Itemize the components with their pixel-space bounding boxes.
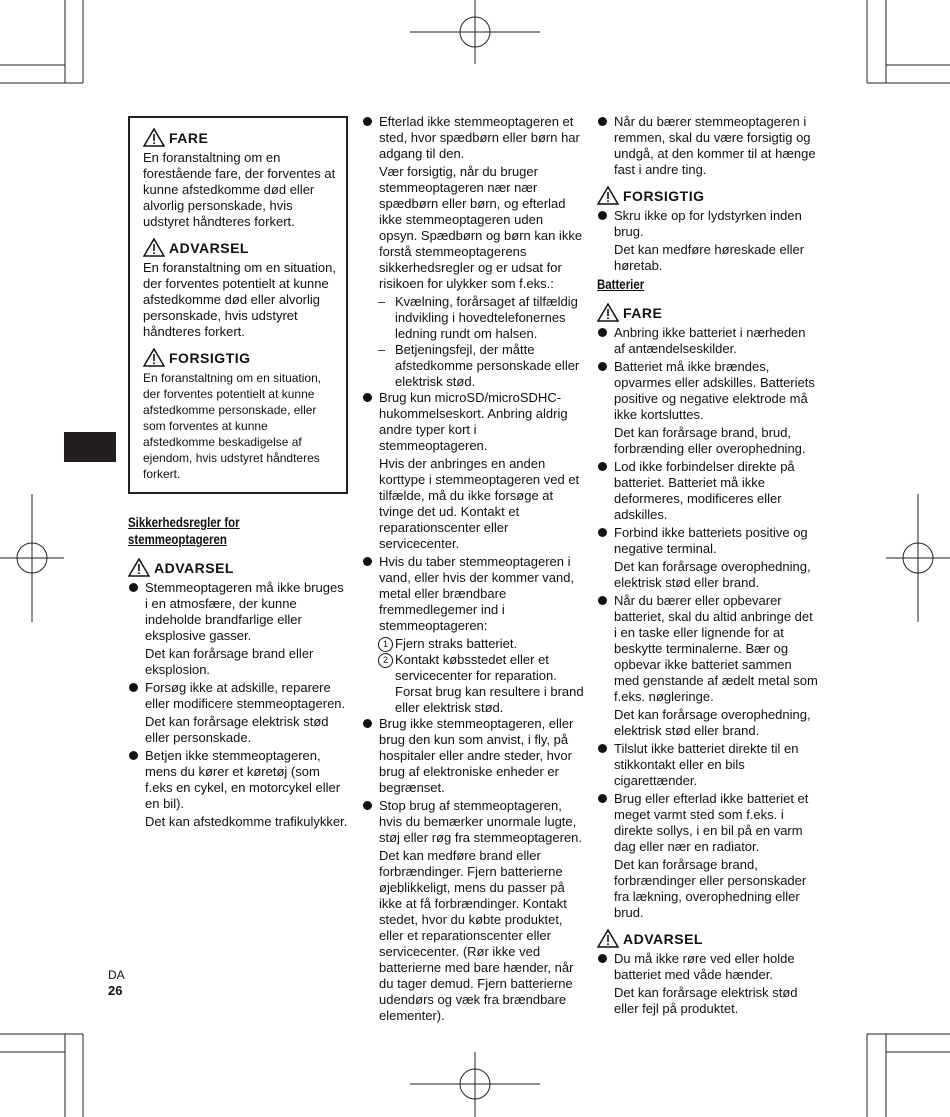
forsigtig-title: FORSIGTIG [623,187,705,204]
list-item-note: Det kan forårsage overophedning, elektrisk stød eller brand. [614,559,811,590]
advarsel-title: ADVARSEL [169,239,249,256]
advarsel-title: ADVARSEL [154,559,234,576]
step-text: Kontakt købsstedet eller et servicecenter for reparation. Forsat brug kan resultere i brand eller elektrisk stød. [395,652,584,715]
list-item: Hvis du taber stemmeoptageren i vand, eller hvis der kommer vand, metal eller brændbare fremmedlegemer ind i stemmeoptageren: [362,554,584,634]
dash-text: Kvælning, forårsaget af tilfældig indvikling i hovedtelefonernes ledning rundt om halsen. [395,294,578,341]
dash-item [362,294,584,342]
list-item-note: Det kan forårsage brand eller eksplosion. [145,646,314,677]
forsigtig-heading [597,186,819,205]
warning-triangle-icon [597,186,619,205]
list-item-note: Vær forsigtig, når du bruger stemmeoptageren nær nær spædbørn eller børn, og efterlad ikke stemmeoptageren uden opsyn. Spædbørn og børn kan ikke forstå stemmeoptagerens sikkerhedsregler og er udsat for risikoen for ulykker som f.eks.: [379,164,583,291]
fare-title: FARE [169,129,209,146]
numbered-step [362,636,584,652]
list-item: Når du bærer stemmeoptageren i remmen, skal du være forsigtig og undgå, at den kommer til at hænge fast i andre ting. [597,114,819,178]
advarsel-heading [597,929,819,948]
page-footer [108,967,125,999]
warning-triangle-icon [143,348,165,367]
list-item: Du må ikke røre ved eller holde batteriet med våde hænder. [597,951,819,983]
advarsel-heading [128,558,348,577]
section-title: Batterier [597,277,645,292]
list-item: Skru ikke op for lydstyrken inden brug. [597,208,819,240]
list-item: Betjen ikke stemmeoptageren, mens du kører et køretøj (som f.eks en cykel, en motorcykel eller en bil). [128,748,348,812]
language-code: DA [108,968,125,982]
list-item: Forsøg ikke at adskille, reparere eller modificere stemmeoptageren. [128,680,348,712]
forsigtig-definition: En foranstaltning om en situation, der forventes potentielt at kunne afstedkomme personskade, eller som forventes at kunne afstedkomme beskadigelse af ejendom, hvis udstyret håndteres forkert. [143,371,322,481]
list-item: Brug kun microSD/microSDHC-hukommelseskort. Anbring aldrig andre typer kort i stemmeoptageren. [362,390,584,454]
forsigtig-heading [143,348,336,367]
advarsel-title: ADVARSEL [623,930,703,947]
chapter-tab [64,432,116,462]
dash-marker: – [378,294,386,309]
numbered-step [362,652,584,716]
list-item: Batteriet må ikke brændes, opvarmes eller adskilles. Batteriets positive og negative elektrode må ikke kortsluttes. [597,359,819,423]
list-item: Efterlad ikke stemmeoptageren et sted, hvor spædbørn eller børn har adgang til den. [362,114,584,162]
dash-marker: – [378,342,386,357]
column-3 [597,114,819,1019]
warning-triangle-icon [143,238,165,257]
list-item-note: Det kan forårsage elektrisk stød eller personskade. [145,714,329,745]
column-1 [128,116,348,832]
list-item-note: Det kan forårsage elektrisk stød eller fejl på produktet. [614,985,798,1016]
fare-heading [597,303,819,322]
list-item-note: Hvis der anbringes en anden korttype i stemmeoptageren ved et tilfælde, må du ikke forsøge at tvinge det ud. Kontakt et reparationscenter eller servicecenter. [379,456,580,551]
warning-triangle-icon [597,929,619,948]
list-item-note: Det kan medføre brand eller forbrændinger. Fjern batterierne øjeblikkeligt, mens du passer på ikke at få forbrændinger. Kontakt stedet, hvor du købte produktet, eller et reparationscenter eller servicecenter. (Rør ikke ved batterierne med bare hænder, når du tager demud. Fjern batterierne udendørs og væk fra brændbare elementer). [379,848,574,1023]
list-item: Tilslut ikke batteriet direkte til en stikkontakt eller en bils cigarettænder. [597,741,819,789]
step-number: 1 [378,637,393,652]
list-item: Brug ikke stemmeoptageren, eller brug den kun som anvist, i fly, på hospitaler eller andre steder, hvor brug af elektroniske enheder er begrænset. [362,716,584,796]
page-number: 26 [108,983,123,998]
dash-text: Betjeningsfejl, der måtte afstedkomme personskade eller elektrisk stød. [395,342,580,389]
step-text: Fjern straks batteriet. [395,636,518,651]
list-item-note: Det kan afstedkomme trafikulykker. [145,814,348,829]
list-item-note: Det kan forårsage overophedning, elektrisk stød eller brand. [614,707,811,738]
list-item: Stop brug af stemmeoptageren, hvis du bemærker unormale lugte, støj eller røg fra stemmeoptageren. [362,798,584,846]
warning-triangle-icon [597,303,619,322]
fare-title: FARE [623,304,663,321]
list-item: Anbring ikke batteriet i nærheden af antændelseskilder. [597,325,819,357]
list-item: Når du bærer eller opbevarer batteriet, skal du altid anbringe det i en taske eller lignende for at beskytte terminalerne. Bær og opbevar ikke batteriet sammen med genstande af ædelt metal som f.eks. nøgleringe. [597,593,819,705]
fare-heading [143,128,336,147]
list-item-note: Det kan forårsage brand, brud, forbrænding eller overophedning. [614,425,806,456]
list-item: Stemmeoptageren må ikke bruges i en atmosfære, der kunne indeholde brandfarlige eller eksplosive gasser. [128,580,348,644]
column-2 [362,114,584,1026]
dash-item [362,342,584,390]
signal-words-box [128,116,348,494]
fare-definition: En foranstaltning om en forestående fare, der forventes at kunne afstedkomme død eller alvorlig personskade, hvis udstyret håndteres forkert. [143,150,336,229]
advarsel-heading [143,238,336,257]
advarsel-definition: En foranstaltning om en situation, der forventes potentielt at kunne afstedkomme død eller alvorlig personskade, hvis udstyret håndteres forkert. [143,260,336,339]
step-number: 2 [378,653,393,668]
list-item: Forbind ikke batteriets positive og negative terminal. [597,525,819,557]
list-item: Lod ikke forbindelser direkte på batteriet. Batteriet må ikke deformeres, modificeres eller adskilles. [597,459,819,523]
warning-triangle-icon [143,128,165,147]
warning-triangle-icon [128,558,150,577]
forsigtig-title: FORSIGTIG [169,349,251,366]
list-item-note: Det kan forårsage brand, forbrændinger eller personskader fra lækning, overophedning eller brud. [614,857,807,920]
list-item: Brug eller efterlad ikke batteriet et meget varmt sted som f.eks. i direkte sollys, i en bil på en varm dag eller nær en radiator. [597,791,819,855]
list-item-note: Det kan medføre høreskade eller høretab. [614,242,805,273]
section-title: Sikkerhedsregler for stemmeoptageren [128,515,240,547]
